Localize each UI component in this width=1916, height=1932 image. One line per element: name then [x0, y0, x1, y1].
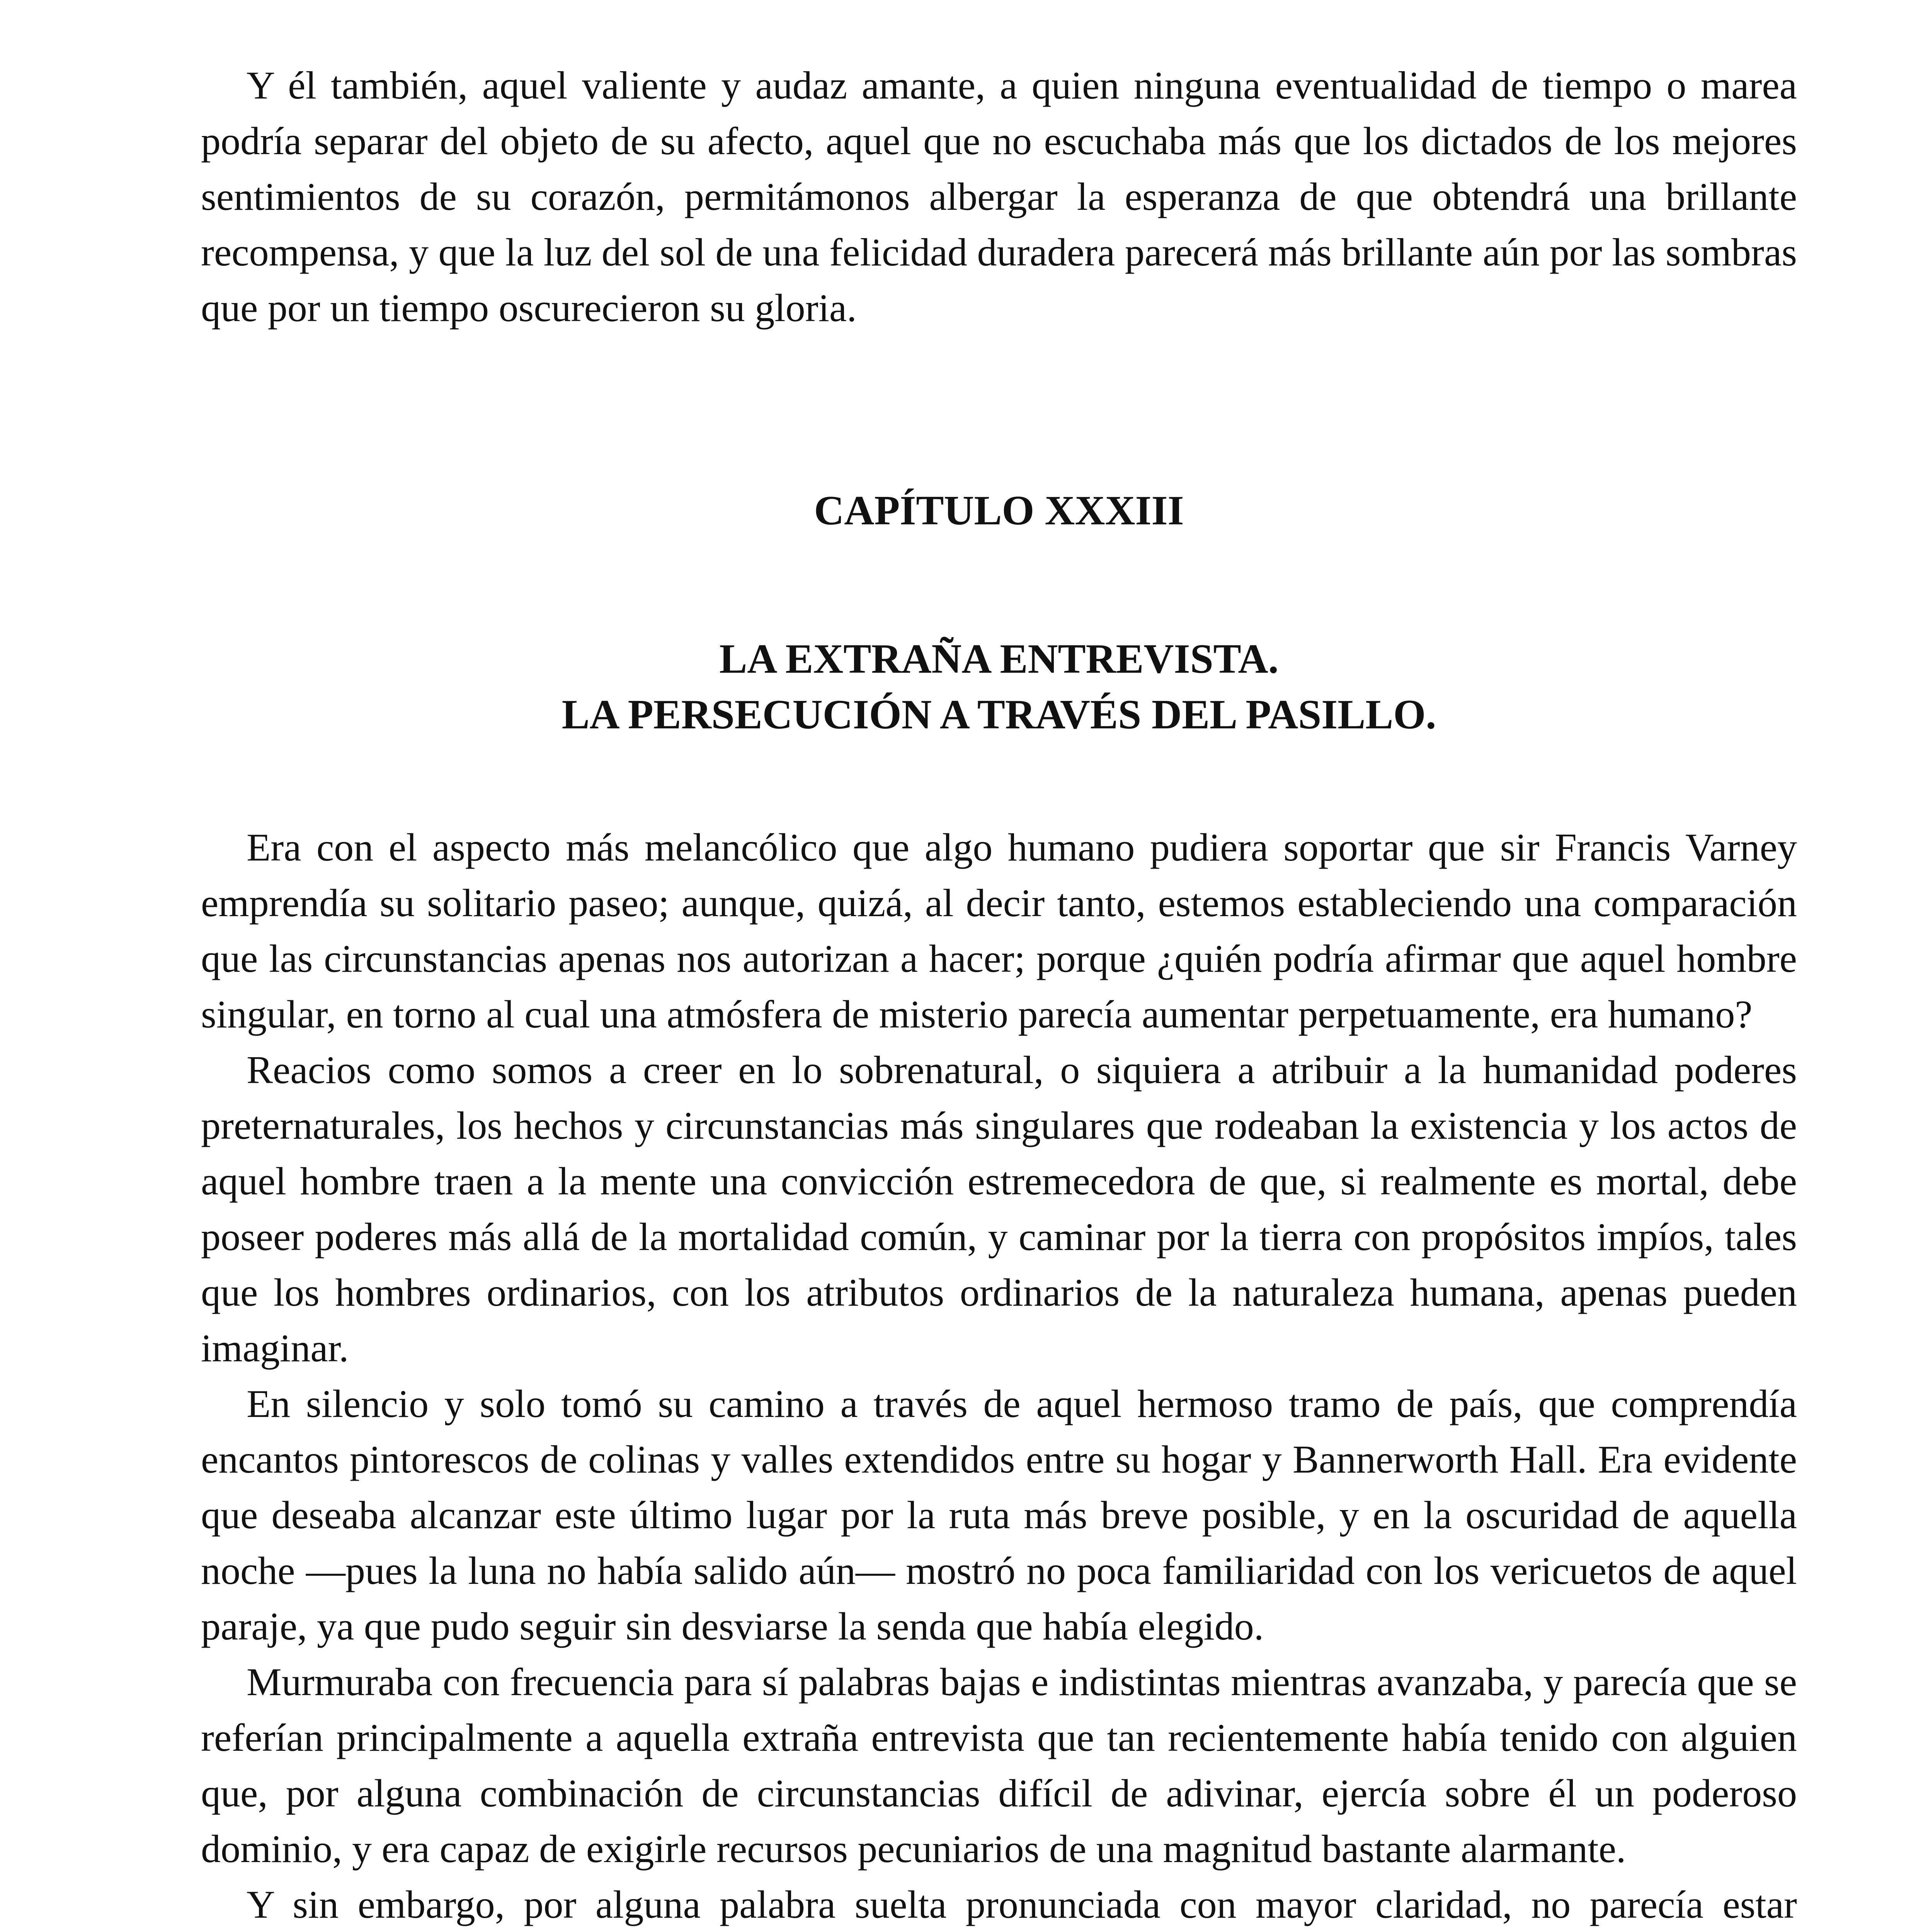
intro-paragraph: Y él también, aquel valiente y audaz amante, a quien ninguna eventualidad de tiempo o marea podría separar del objeto de su afecto, aquel que no escuchaba más que los dictados de los mejores sentimientos de su corazón, permitámonos albergar la esperanza de que obtendrá una brillante recompensa, y que la luz del sol de una felicidad duradera parecerá más brillante aún por las sombras que por un tiempo oscurecieron su gloria.: [201, 64, 1797, 330]
body-paragraph: Murmuraba con frecuencia para sí palabras bajas e indistintas mientras avanzaba, y parecía que se referían principalmente a aquella extraña entrevista que tan recientemente había tenido con alguien que, por alguna combinación de circunstancias difícil de adivinar, ejercía sobre él un poderoso dominio, y era capaz de exigirle recursos pecuniarios de una magnitud bastante alarmante.: [201, 1660, 1797, 1871]
body-paragraph: Era con el aspecto más melancólico que algo humano pudiera soportar que sir Francis Varney emprendía su solitario paseo; aunque, quizá, al decir tanto, estemos estableciendo una comparación que las circunstancias apenas nos autorizan a hacer; porque ¿quién podría afirmar que aquel hombre singular, en torno al cual una atmósfera de misterio parecía aumentar perpetuamente, era humano?: [201, 826, 1797, 1036]
body-paragraph: Y sin embargo, por alguna palabra suelta pronunciada con mayor claridad, no parecía estar: [247, 1883, 1797, 1927]
chapter-subtitle-line-2: LA PERSECUCIÓN A TRAVÉS DEL PASILLO.: [562, 692, 1436, 738]
chapter-subtitle-line-1: LA EXTRAÑA ENTREVISTA.: [719, 636, 1279, 682]
book-page: [201, 58, 1797, 1932]
chapter-subtitle: [201, 631, 1797, 743]
body-paragraph: En silencio y solo tomó su camino a través de aquel hermoso tramo de país, que comprendía encantos pintorescos de colinas y valles extendidos entre su hogar y Bannerworth Hall. Era evidente que deseaba alcanzar este último lugar por la ruta más breve posible, y en la oscuridad de aquella noche —pues la luna no había salido aún— mostró no poca familiaridad con los vericuetos de aquel paraje, ya que pudo seguir sin desviarse la senda que había elegido.: [201, 1382, 1797, 1648]
chapter-title: CAPÍTULO XXXIII: [814, 488, 1184, 534]
body-paragraph: Reacios como somos a creer en lo sobrenatural, o siquiera a atribuir a la humanidad poderes preternaturales, los hechos y circunstancias más singulares que rodeaban la existencia y los actos de aquel hombre traen a la mente una convicción estremecedora de que, si realmente es mortal, debe poseer poderes más allá de la mortalidad común, y caminar por la tierra con propósitos impíos, tales que los hombres ordinarios, con los atributos ordinarios de la naturaleza humana, apenas pueden imaginar.: [201, 1048, 1797, 1370]
